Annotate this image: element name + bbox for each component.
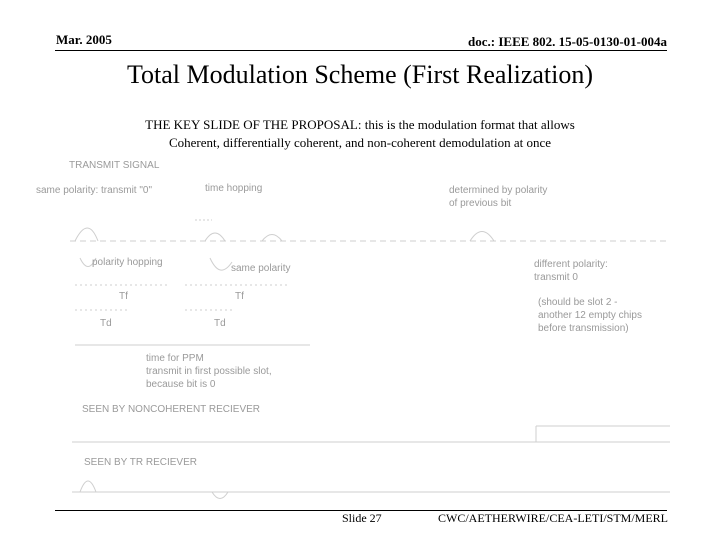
should-be-slot-line-2: another 12 empty chips xyxy=(538,310,642,321)
same-polarity-label: same polarity xyxy=(231,263,291,274)
tf-label-1: Tf xyxy=(119,291,128,302)
time-for-ppm-line-3: because bit is 0 xyxy=(146,379,216,390)
seen-noncoherent-label: SEEN BY NONCOHERENT RECIEVER xyxy=(82,404,261,415)
time-for-ppm-line-1: time for PPM xyxy=(146,353,204,364)
determined-by-polarity-line-2: of previous bit xyxy=(449,198,512,209)
same-polarity-transmit-0-label: same polarity: transmit "0" xyxy=(36,185,153,196)
different-polarity-line-2: transmit 0 xyxy=(534,272,578,283)
polarity-hopping-label: polarity hopping xyxy=(92,257,163,268)
td-label-1: Td xyxy=(100,318,112,329)
determined-by-polarity-line-1: determined by polarity xyxy=(449,185,548,196)
different-polarity-line-1: different polarity: xyxy=(534,259,608,270)
time-hopping-label: time hopping xyxy=(205,183,263,194)
slide-number: Slide 27 xyxy=(342,511,382,525)
tf-label-2: Tf xyxy=(235,291,244,302)
td-label-2: Td xyxy=(214,318,226,329)
slide-title: Total Modulation Scheme (First Realization) xyxy=(126,60,594,89)
transmit-signal-label: TRANSMIT SIGNAL xyxy=(69,160,160,171)
header-doc-id: doc.: IEEE 802. 15-05-0130-01-004a xyxy=(468,34,667,49)
should-be-slot-line-3: before transmission) xyxy=(538,323,629,334)
subtitle-line-1: THE KEY SLIDE OF THE PROPOSAL: this is the modulation format that allows xyxy=(145,117,575,132)
header-date: Mar. 2005 xyxy=(56,32,112,47)
subtitle-line-2: Coherent, differentially coherent, and non-coherent demodulation at once xyxy=(168,135,552,150)
footer-affiliation: CWC/AETHERWIRE/CEA-LETI/STM/MERL xyxy=(438,511,668,525)
time-for-ppm-line-2: transmit in first possible slot, xyxy=(146,366,272,377)
should-be-slot-line-1: (should be slot 2 - xyxy=(538,297,618,308)
seen-tr-label: SEEN BY TR RECIEVER xyxy=(84,457,197,468)
